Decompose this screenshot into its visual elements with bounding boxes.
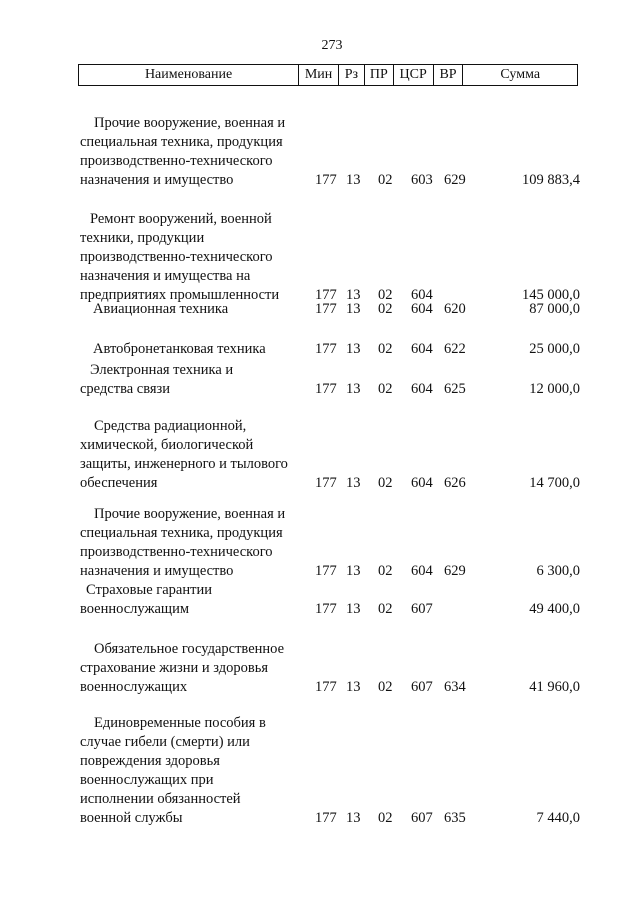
- row-codes: [0, 361, 640, 399]
- row-name: Электронная техника и средства связи: [80, 362, 234, 397]
- row-sum: 145 000,0: [522, 287, 580, 303]
- row-name: Обязательное государственное страхование жизни и здоровья военнослужащих: [80, 641, 285, 695]
- row-csr: 604: [411, 475, 433, 491]
- row-csr: 604: [411, 301, 433, 317]
- page-number: 273: [321, 38, 343, 53]
- row-rz: 13: [346, 341, 361, 357]
- table-row: [0, 114, 640, 190]
- row-rz: 13: [346, 601, 361, 617]
- row-min: 177: [315, 287, 337, 303]
- row-codes: [0, 505, 640, 581]
- row-rz: 13: [346, 810, 361, 826]
- row-name: Прочие вооружение, военная и специальная техника, продукция производственно-технического назначения и имущество: [80, 506, 286, 579]
- row-pr: 02: [378, 172, 393, 188]
- row-rz: 13: [346, 381, 361, 397]
- row-name: Страховые гарантии военнослужащим: [80, 582, 212, 617]
- table-row: [0, 417, 640, 493]
- table-row: [0, 640, 640, 697]
- row-min: 177: [315, 301, 337, 317]
- row-pr: 02: [378, 601, 393, 617]
- row-codes: [0, 300, 640, 319]
- row-pr: 02: [378, 475, 393, 491]
- row-sum: 87 000,0: [529, 301, 580, 317]
- row-min: 177: [315, 172, 337, 188]
- header-vr: ВР: [434, 65, 464, 85]
- row-rz: 13: [346, 679, 361, 695]
- row-min: 177: [315, 810, 337, 826]
- row-min: 177: [315, 679, 337, 695]
- row-name: Авиационная техника: [93, 301, 229, 317]
- header-rz: Рз: [339, 65, 365, 85]
- row-sum: 25 000,0: [529, 341, 580, 357]
- row-min: 177: [315, 381, 337, 397]
- header-csr: ЦСР: [394, 65, 434, 85]
- row-name: Ремонт вооружений, военной техники, продукции производственно-технического назначения и имущества на предприятиях промышленности: [80, 211, 280, 303]
- row-csr: 607: [411, 810, 433, 826]
- row-codes: [0, 581, 640, 619]
- row-vr: 626: [444, 475, 466, 491]
- row-name: Автобронетанковая техника: [93, 341, 266, 357]
- table-row: [0, 505, 640, 581]
- header-min: Мин: [299, 65, 339, 85]
- row-name: Прочие вооружение, военная и специальная техника, продукция производственно-технического назначения и имущество: [80, 115, 286, 188]
- row-pr: 02: [378, 381, 393, 397]
- header-pr: ПР: [365, 65, 394, 85]
- row-rz: 13: [346, 301, 361, 317]
- row-rz: 13: [346, 287, 361, 303]
- row-vr: 634: [444, 679, 466, 695]
- row-pr: 02: [378, 563, 393, 579]
- row-pr: 02: [378, 341, 393, 357]
- row-vr: 625: [444, 381, 466, 397]
- row-vr: 629: [444, 172, 466, 188]
- row-sum: 41 960,0: [529, 679, 580, 695]
- row-codes: [0, 114, 640, 190]
- row-codes: [0, 340, 640, 359]
- row-csr: 607: [411, 601, 433, 617]
- row-csr: 607: [411, 679, 433, 695]
- row-sum: 7 440,0: [536, 810, 580, 826]
- row-min: 177: [315, 341, 337, 357]
- row-codes: [0, 640, 640, 697]
- row-pr: 02: [378, 679, 393, 695]
- table-header: [78, 64, 578, 86]
- row-min: 177: [315, 601, 337, 617]
- row-sum: 12 000,0: [529, 381, 580, 397]
- row-csr: 604: [411, 563, 433, 579]
- row-name: Средства радиационной, химической, биологической защиты, инженерного и тылового обеспечения: [80, 418, 288, 491]
- row-rz: 13: [346, 563, 361, 579]
- row-sum: 109 883,4: [522, 172, 580, 188]
- table-row: [0, 210, 640, 305]
- row-csr: 604: [411, 341, 433, 357]
- row-sum: 49 400,0: [529, 601, 580, 617]
- header-name: Наименование: [79, 65, 299, 85]
- row-min: 177: [315, 475, 337, 491]
- row-csr: 603: [411, 172, 433, 188]
- row-vr: 629: [444, 563, 466, 579]
- row-vr: 620: [444, 301, 466, 317]
- row-codes: [0, 210, 640, 305]
- row-csr: 604: [411, 287, 433, 303]
- row-pr: 02: [378, 287, 393, 303]
- table-row: [0, 300, 640, 319]
- row-codes: [0, 714, 640, 828]
- table-row: [0, 581, 640, 619]
- table-row: [0, 361, 640, 399]
- row-rz: 13: [346, 475, 361, 491]
- row-rz: 13: [346, 172, 361, 188]
- row-csr: 604: [411, 381, 433, 397]
- header-sum: Сумма: [500, 67, 541, 82]
- row-vr: 635: [444, 810, 466, 826]
- row-sum: 14 700,0: [529, 475, 580, 491]
- row-name: Единовременные пособия в случае гибели (смерти) или повреждения здоровья военнослужащих при исполнении обязанностей военной службы: [80, 715, 266, 826]
- row-pr: 02: [378, 810, 393, 826]
- row-codes: [0, 417, 640, 493]
- row-sum: 6 300,0: [536, 563, 580, 579]
- table-row: [0, 340, 640, 359]
- table-row: [0, 714, 640, 828]
- row-pr: 02: [378, 301, 393, 317]
- row-min: 177: [315, 563, 337, 579]
- row-vr: 622: [444, 341, 466, 357]
